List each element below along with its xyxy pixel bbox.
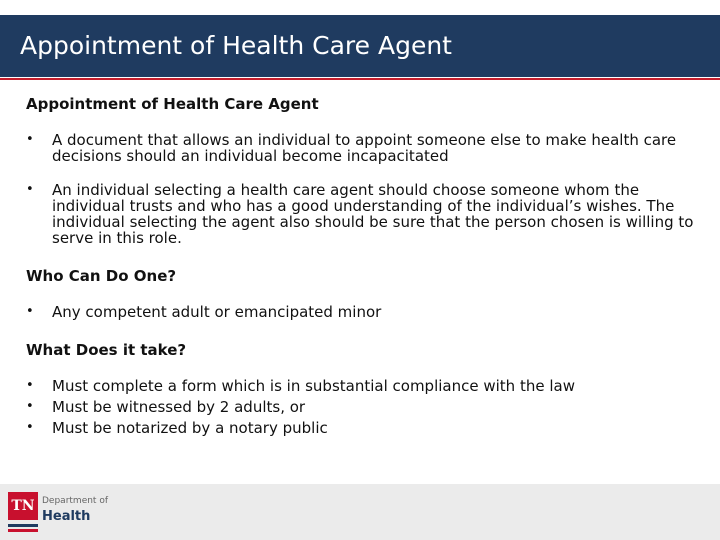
bullet-icon: •: [26, 182, 34, 197]
logo-stripes: [8, 524, 38, 532]
section-heading-what: What Does it take?: [26, 341, 187, 359]
section-heading-who: Who Can Do One?: [26, 267, 177, 285]
bullet-list-what: [26, 378, 710, 436]
tn-health-logo: [8, 492, 108, 534]
bullet-list-appointment: [26, 132, 710, 246]
bullet-icon: •: [26, 304, 34, 319]
list-item: [26, 182, 710, 246]
bullet-icon: •: [26, 420, 34, 435]
bullet-icon: •: [26, 132, 34, 147]
slide-title: Appointment of Health Care Agent: [20, 31, 452, 60]
tn-logo-icon: TN: [8, 492, 38, 520]
bullet-icon: •: [26, 378, 34, 393]
list-item-text: Must be witnessed by 2 adults, or: [52, 398, 306, 416]
list-item: [26, 399, 710, 415]
list-item-text: An individual selecting a health care agent should choose someone whom the individual trusts and who has a good understanding of the individual’s wishes. The individual selecting the agent also should be sure that the person chosen is willing to serve in this role.: [52, 181, 694, 247]
bullet-list-who: [26, 304, 710, 320]
list-item: [26, 420, 710, 436]
list-item: [26, 304, 710, 320]
section-heading-appointment: Appointment of Health Care Agent: [26, 95, 319, 113]
logo-department-text: Department of: [42, 496, 108, 506]
bullet-icon: •: [26, 399, 34, 414]
footer-bar: [0, 484, 720, 540]
list-item-text: Must complete a form which is in substantial compliance with the law: [52, 377, 575, 395]
slide-content: [26, 92, 710, 441]
list-item-text: Must be notarized by a notary public: [52, 419, 328, 437]
list-item: [26, 378, 710, 394]
title-divider: [0, 78, 720, 80]
logo-health-text: Health: [42, 509, 91, 524]
list-item-text: Any competent adult or emancipated minor: [52, 303, 382, 321]
list-item: [26, 132, 710, 164]
list-item-text: A document that allows an individual to appoint someone else to make health care decisions should an individual become incapacitated: [52, 131, 677, 165]
